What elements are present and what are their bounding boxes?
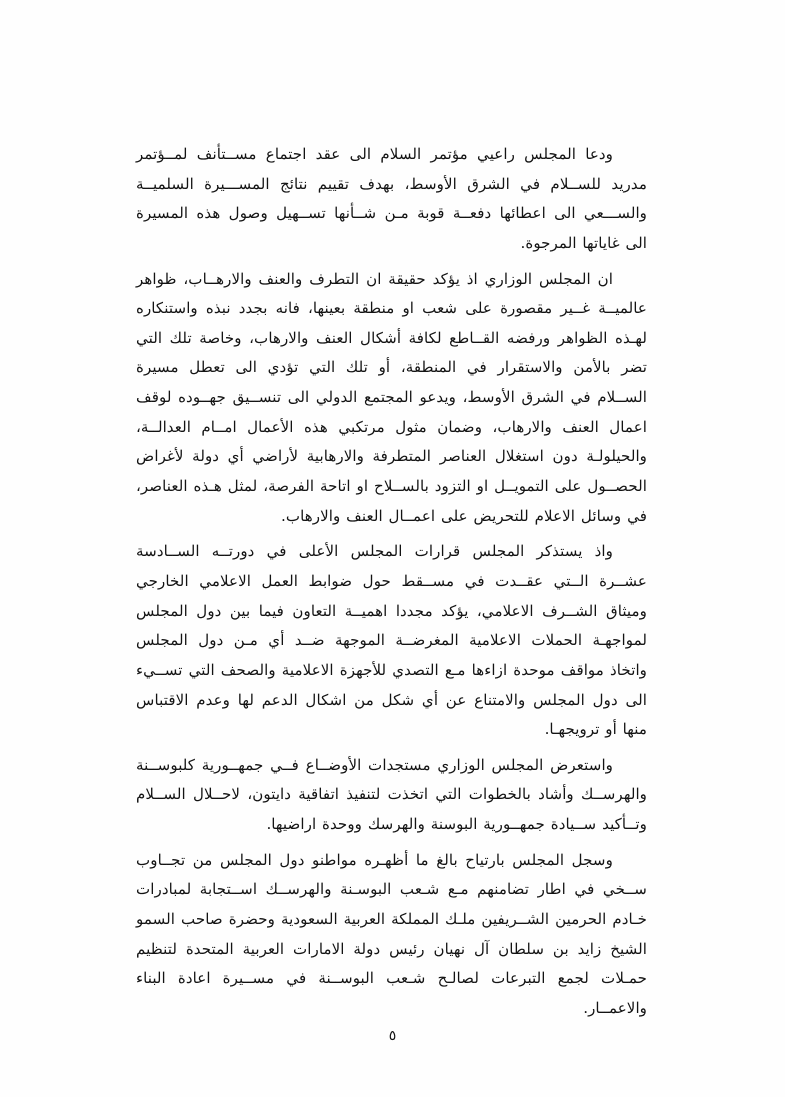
page-number: ٥	[388, 1028, 397, 1044]
paragraph-1: ودعا المجلس راعيي مؤتمر السلام الى عقد اجتماع مســتأنف لمــؤتمر مدريد للســلام في الشرق الأوسط، بهدف تقييم نتائج المســـيرة السلميــة والســـعي الى اعطائها دفعــة قوبة مـن شــأنها تســهيل وصول هذه المسيرة الى غاياتها المرجوة.	[136, 145, 647, 252]
paragraph-5: وسجل المجلس بارتياح بالغ ما أظهـره مواطنو دول المجلس من تجــاوب ســخي في اطار تضامنهم مـع شـعب البوسـنة والهرســك اســتجابة لمبادرات خـادم الحرمين الشــريفين ملـك المملكة العربية السعودية وحضرة صاحب السمو الشيخ زايد بن سلطان آل نهيان رئيس دولة الامارات العربية المتحدة لتنظيم حمـلات لجمع التبرعات لصالـح شـعب البوســنة في مســيرة اعادة البناء والاعمــار.	[136, 850, 647, 1017]
document-body	[136, 140, 647, 1030]
paragraph-2: ان المجلس الوزاري اذ يؤكد حقيقة ان التطرف والعنف والارهــاب، ظواهر عالميــة غــير مقصورة على شعب او منطقة بعينها، فانه بجدد نبذه واستنكاره لهـذه الظواهر ورفضه القــاطع لكافة أشكال العنف والارهاب، وخاصة تلك التي تضر بالأمن والاستقرار في المنطقة، أو تلك التي تؤدي الى تعطل مسيرة الســلام في الشرق الأوسط، ويدعو المجتمع الدولي الى تنســيق جهــوده لوقف اعمال العنف والارهاب، وضمان مثول مرتكبي هذه الأعمال امــام العدالــة، والحيلولـة دون استغلال العناصر المتطرفة والارهابية لأراضي أي دولة لأغراض الحصــول على التمويــل او التزود بالســلاح او اتاحة الفرصة، لمثل هـذه العناصر، في وسائل الاعلام للتحريض على اعمــال العنف والارهاب.	[136, 269, 647, 525]
paragraph-3: واذ يستذكر المجلس قرارات المجلس الأعلى في دورتــه الســادسة عشــرة الــتي عقــدت في مســقط حول ضوابط العمل الاعلامي الخارجي وميثاق الشــرف الاعلامي، يؤكد مجددا اهميــة التعاون فيما بين دول المجلس لمواجهـة الحملات الاعلامية المغرضــة الموجهة ضــد أي مـن دول المجلس واتخاذ مواقف موحدة ازاءها مـع التصدي للأجهزة الاعلامية والصحف التي تســيء الى دول المجلس والامتناع عن أي شكل من اشكال الدعم لها وعدم الاقتباس منها أو ترويجهـا.	[136, 542, 647, 739]
paragraph-4: واستعرض المجلس الوزاري مستجدات الأوضــاع فــي جمهــورية كلبوســنة والهرســك وأشاد بالخطوات التي اتخذت لتنفيذ اتفاقية دايتون، لاحــلال الســلام وتــأكيد ســيادة جمهــورية البوسنة والهرسك ووحدة اراضيها.	[136, 755, 647, 834]
